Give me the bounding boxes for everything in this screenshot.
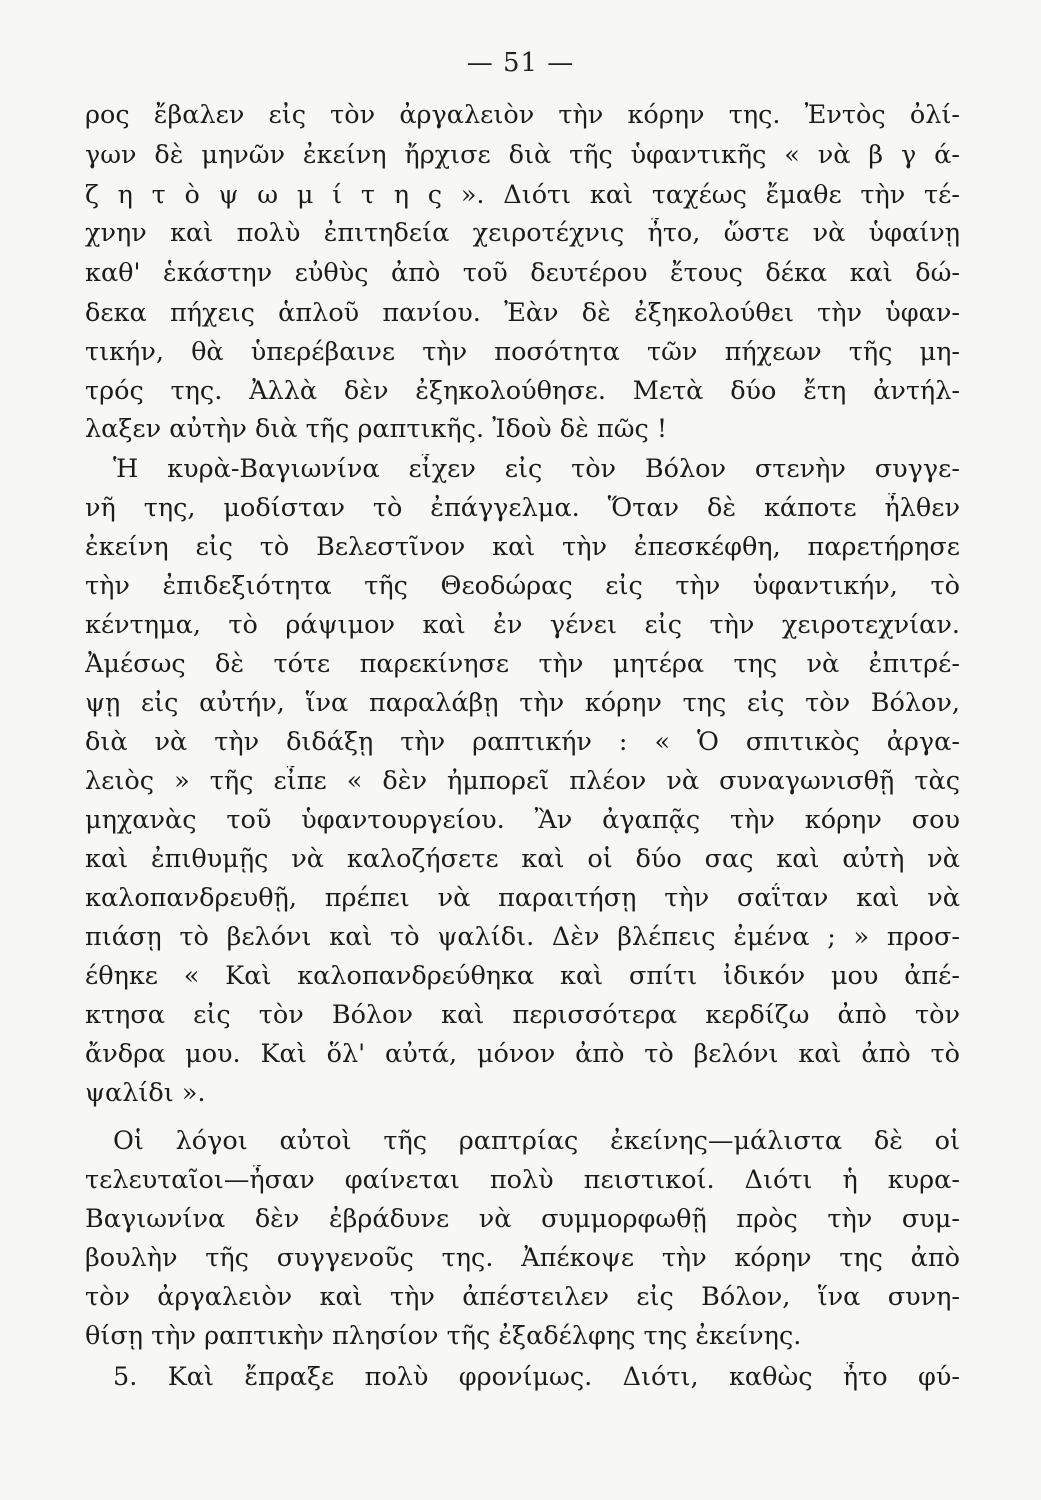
- text-line: γων δὲ μηνῶν ἐκείνη ἤρχισε διὰ τῆς ὑφαντικῆς « νὰ β γ ά-: [85, 140, 960, 170]
- text-line: Ἡ κυρὰ-Βαγιωνίνα εἶχεν εἰς τὸν Βόλον στενὴν συγγε-: [113, 454, 960, 484]
- text-line: δεκα πήχεις ἁπλοῦ πανίου. Ἐὰν δὲ ἐξηκολούθει τὴν ὑφαν-: [85, 298, 960, 328]
- text-line: νῆ της, μοδίσταν τὸ ἐπάγγελμα. Ὅταν δὲ κάποτε ἦλθεν: [85, 493, 960, 523]
- text-line: ψῃ εἰς αὐτήν, ἵνα παραλάβῃ τὴν κόρην της εἰς τὸν Βόλον,: [85, 688, 960, 718]
- page-number: — 51 —: [466, 48, 575, 78]
- text-line: θίσῃ τὴν ραπτικὴν πλησίον τῆς ἐξαδέλφης της ἐκείνης.: [85, 1321, 802, 1351]
- text-line: Οἱ λόγοι αὐτοὶ τῆς ραπτρίας ἐκείνης—μάλιστα δὲ οἱ: [113, 1126, 960, 1156]
- text-line: πιάσῃ τὸ βελόνι καὶ τὸ ψαλίδι. Δὲν βλέπεις ἐμένα ; » προσ-: [85, 922, 960, 952]
- text-line: χνην καὶ πολὺ ἐπιτηδεία χειροτέχνις ἦτο, ὥστε νὰ ὑφαίνῃ: [85, 218, 960, 248]
- text-line: ρος ἔβαλεν εἰς τὸν ἀργαλειὸν τὴν κόρην της. Ἐντὸς ὀλί-: [85, 100, 960, 130]
- text-line: καὶ ἐπιθυμῇς νὰ καλοζήσετε καὶ οἱ δύο σας καὶ αὐτὴ νὰ: [85, 844, 960, 874]
- text-line: ἐκείνη εἰς τὸ Βελεστῖνον καὶ τὴν ἐπεσκέφθη, παρετήρησε: [85, 532, 960, 562]
- text-line: κτησα εἰς τὸν Βόλον καὶ περισσότερα κερδίζω ἀπὸ τὸν: [85, 1000, 960, 1030]
- text-line: ψαλίδι ».: [85, 1078, 206, 1108]
- text-line: ζ η τ ὸ ψ ω μ ί τ η ς ». Διότι καὶ ταχέως ἔμαθε τὴν τέ-: [85, 180, 960, 210]
- text-line: καλοπανδρευθῇ, πρέπει νὰ παραιτήσῃ τὴν σαΐταν καὶ νὰ: [85, 883, 960, 913]
- text-line: έθηκε « Καὶ καλοπανδρεύθηκα καὶ σπίτι ἰδικόν μου ἀπέ-: [85, 961, 960, 991]
- text-line: ἄνδρα μου. Καὶ ὅλ' αὐτά, μόνον ἀπὸ τὸ βελόνι καὶ ἀπὸ τὸ: [85, 1039, 960, 1069]
- text-line: Βαγιωνίνα δὲν ἐβράδυνε νὰ συμμορφωθῇ πρὸς τὴν συμ-: [85, 1204, 960, 1234]
- text-line: διὰ νὰ τὴν διδάξῃ τὴν ραπτικήν : « Ὁ σπιτικὸς ἀργα-: [85, 727, 960, 757]
- text-line: 5. Καὶ ἔπραξε πολὺ φρονίμως. Διότι, καθὼς ἦτο φύ-: [113, 1362, 960, 1392]
- text-line: βουλὴν τῆς συγγενοῦς της. Ἀπέκοψε τὴν κόρην της ἀπὸ: [85, 1243, 960, 1273]
- text-line: λαξεν αὐτὴν διὰ τῆς ραπτικῆς. Ἰδοὺ δὲ πῶς !: [85, 414, 668, 444]
- text-line: καθ' ἑκάστην εὐθὺς ἀπὸ τοῦ δευτέρου ἔτους δέκα καὶ δώ-: [85, 258, 960, 288]
- text-line: τελευταῖοι—ἦσαν φαίνεται πολὺ πειστικοί. Διότι ἡ κυρα-: [85, 1165, 960, 1195]
- text-line: μηχανὰς τοῦ ὑφαντουργείου. Ἂν ἀγαπᾷς τὴν κόρην σου: [85, 805, 960, 835]
- text-line: Ἀμέσως δὲ τότε παρεκίνησε τὴν μητέρα της νὰ ἐπιτρέ-: [85, 649, 960, 679]
- text-line: τὸν ἀργαλειὸν καὶ τὴν ἀπέστειλεν εἰς Βόλον, ἵνα συνη-: [85, 1282, 960, 1312]
- text-line: τρός της. Ἀλλὰ δὲν ἐξηκολούθησε. Μετὰ δύο ἔτη ἀντήλ-: [85, 376, 960, 406]
- text-line: τὴν ἐπιδεξιότητα τῆς Θεοδώρας εἰς τὴν ὑφαντικήν, τὸ: [85, 571, 960, 601]
- text-line: τικήν, θὰ ὑπερέβαινε τὴν ποσότητα τῶν πήχεων τῆς μη-: [85, 337, 960, 367]
- text-line: κέντημα, τὸ ράψιμον καὶ ἐν γένει εἰς τὴν χειροτεχνίαν.: [85, 610, 960, 640]
- text-line: λειὸς » τῆς εἶπε « δὲν ἠμπορεῖ πλέον νὰ συναγωνισθῇ τὰς: [85, 766, 960, 796]
